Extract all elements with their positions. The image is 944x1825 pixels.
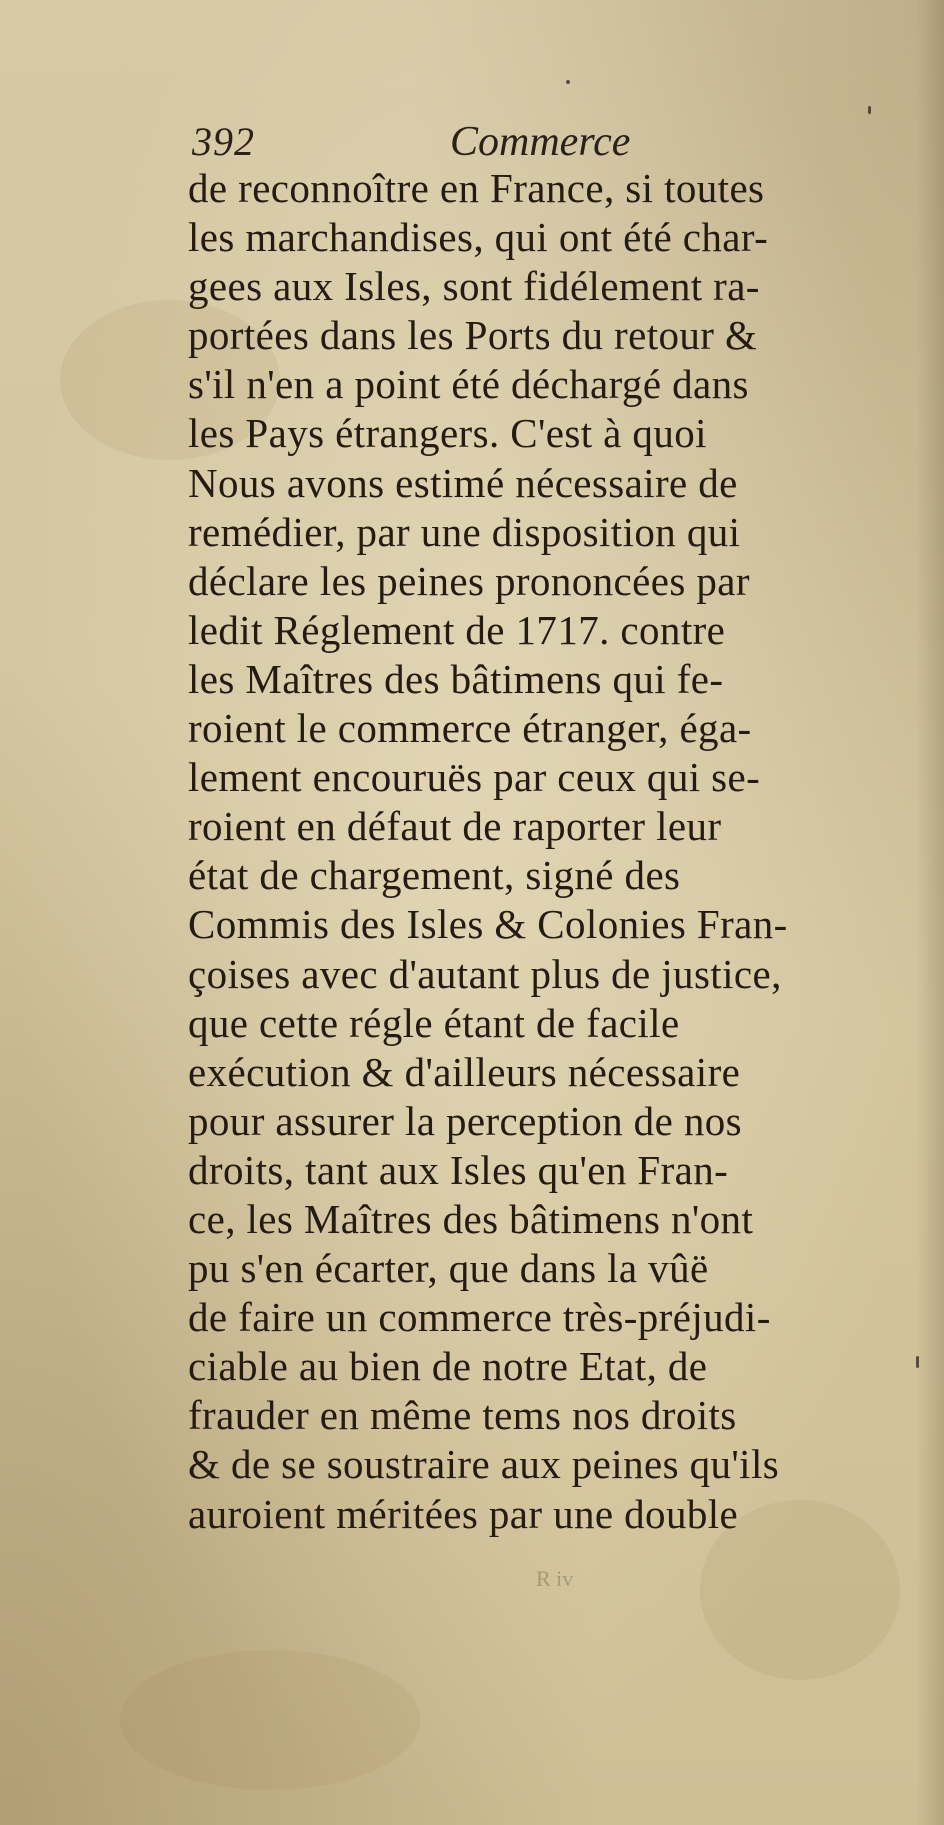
text-line: çoises avec d'autant plus de justice, (188, 950, 782, 997)
page-number: 392 (192, 119, 255, 164)
ink-speck (868, 106, 871, 114)
text-line: pour assurer la perception de nos (188, 1097, 742, 1144)
text-line: les Maîtres des bâtimens qui fe- (188, 655, 724, 702)
text-line: lement encouruës par ceux qui se- (188, 754, 761, 801)
text-line: s'il n'en a point été déchargé dans (188, 361, 749, 408)
ink-speck (566, 80, 570, 84)
text-line: auroient méritées par une double (188, 1490, 739, 1537)
text-line: de reconnoître en France, si toutes (188, 165, 765, 211)
running-head (0, 118, 944, 164)
text-line: exécution & d'ailleurs nécessaire (188, 1048, 741, 1095)
text-line: de faire un commerce très-préjudi- (188, 1294, 771, 1341)
text-line: frauder en même tems nos droits (188, 1392, 737, 1439)
text-line: les marchandises, qui ont été char- (188, 214, 769, 261)
text-line: état de chargement, signé des (188, 852, 681, 899)
paper-stain (120, 1650, 420, 1790)
text-line: que cette régle étant de facile (188, 999, 680, 1046)
text-line: portées dans les Ports du retour & (188, 312, 758, 359)
text-line: déclare les peines prononcées par (188, 557, 750, 604)
signature-mark: R iv (536, 1566, 574, 1591)
text-line: ledit Réglement de 1717. contre (188, 606, 726, 653)
text-line: roient en défaut de raporter leur (188, 803, 722, 850)
body-text (188, 164, 928, 1539)
text-line: droits, tant aux Isles qu'en Fran- (188, 1146, 729, 1193)
text-line: ce, les Maîtres des bâtimens n'ont (188, 1195, 754, 1242)
text-line: gees aux Isles, sont fidélement ra- (188, 263, 760, 310)
text-line: Commis des Isles & Colonies Fran- (188, 901, 788, 948)
text-line: remédier, par une disposition qui (188, 508, 741, 555)
text-line: Nous avons estimé nécessaire de (188, 459, 738, 506)
text-line: pu s'en écarter, que dans la vûë (188, 1245, 709, 1292)
text-line: ciable au bien de notre Etat, de (188, 1343, 708, 1390)
text-line: les Pays étrangers. C'est à quoi (188, 410, 707, 457)
text-line: roient le commerce étranger, éga- (188, 705, 752, 752)
running-head-title: Commerce (450, 119, 631, 165)
text-line: & de se soustraire aux peines qu'ils (188, 1441, 780, 1488)
